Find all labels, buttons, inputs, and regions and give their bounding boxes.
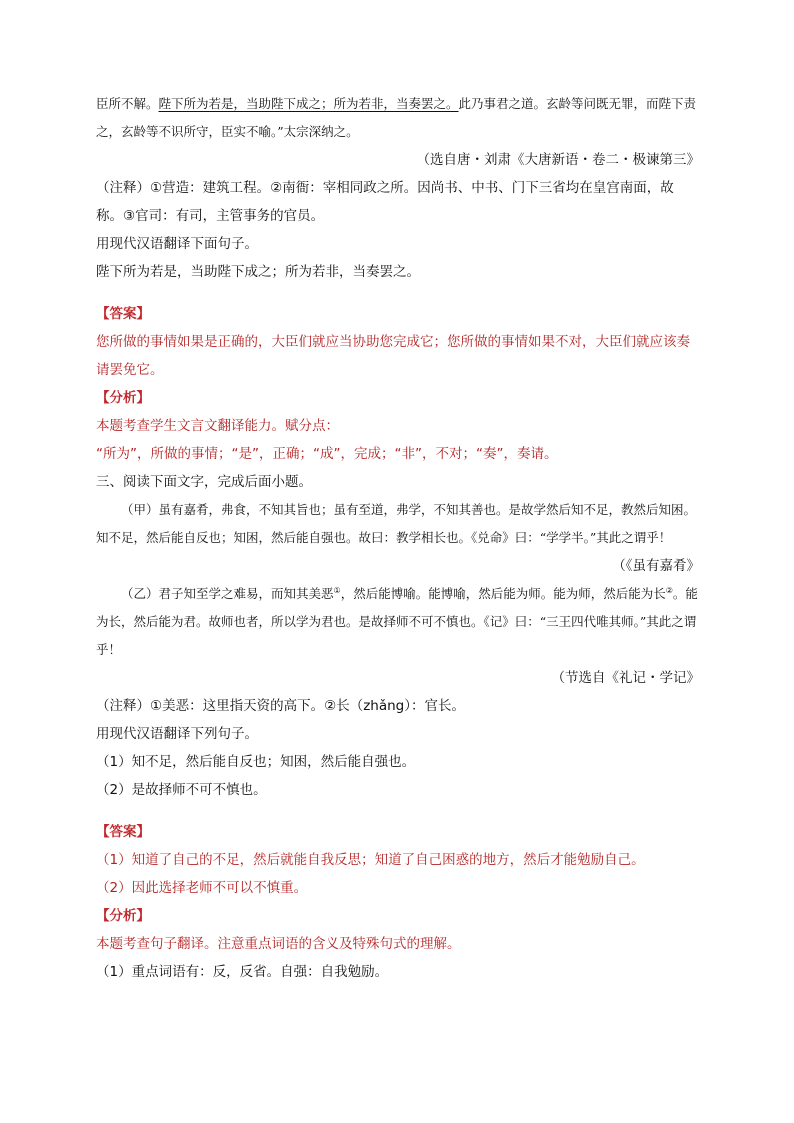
question-sentence: 陛下所为若是，当助陛下成之；所为若非，当奏罢之。 [96, 264, 420, 280]
source-jia: （《虽有嘉肴》 [612, 558, 700, 574]
classical-passage-end [96, 90, 700, 146]
question-instruction: 用现代汉语翻译下面句子。 [96, 236, 258, 252]
answer-text: （1）知道了自己的不足，然后就能自我反思；知道了自己困惑的地方，然后才能勉励自己。 [96, 852, 645, 868]
analysis-item: （1）重点词语有：反，反省。自强：自我勉励。 [96, 964, 389, 980]
analysis-text: 本题考查句子翻译。注意重点词语的含义及特殊句式的理解。 [96, 936, 461, 952]
analysis-text: 本题考查学生文言文翻译能力。赋分点： [96, 418, 339, 434]
source-yi: （节选自《礼记・学记》 [551, 670, 700, 686]
analysis-label: 【分析】 [96, 390, 150, 406]
section-heading: 三、阅读下面文字，完成后面小题。 [96, 474, 312, 490]
analysis-points: “所为”，所做的事情；“是”，正确；“成”，完成；“非”，不对；“奏”，奏请。 [96, 446, 558, 462]
source-citation: （选自唐・刘肃《大唐新语・卷二・极谏第三》 [416, 152, 700, 168]
passage-text: 臣所不解。 [96, 96, 159, 111]
passage-jia: （甲）虽有嘉肴，弗食，不知其旨也；虽有至道，弗学，不知其善也。是故学然后知不足，教然后知困。知不足，然后能自反也；知困，然后能自强也。故曰：教学相长也。《兑命》曰：“学学半。”其此之谓乎！ [96, 502, 697, 545]
question-instruction: 用现代汉语翻译下列句子。 [96, 726, 258, 742]
passage-yi: （乙）君子知至学之难易，而知其美恶①，然后能博喻。能博喻，然后能为师。能为师，然后能为长②。能为长，然后能为君。故师也者，所以学为君也。是故择师不可不慎也。《记》曰：“三王四代唯其师。”其此之谓乎！ [96, 585, 698, 657]
annotation-notes: （注释）①美恶：这里指天资的高下。②长（zhǎng）：官长。 [96, 698, 465, 714]
document-content [96, 90, 700, 986]
footnote-marker: ① [333, 585, 341, 595]
footnote-marker: ② [665, 585, 673, 595]
underlined-sentence: 陛下所为若是，当助陛下成之；所为若非，当奏罢之。 [158, 96, 459, 111]
question-item: （2）是故择师不可不慎也。 [96, 782, 267, 798]
annotation-notes: （注释）①营造：建筑工程。②南衙：宰相同政之所。因尚书、中书、门下三省均在皇宫南面，故称。③官司：有司，主管事务的官员。 [96, 180, 674, 224]
question-item: （1）知不足，然后能自反也；知困，然后能自强也。 [96, 754, 416, 770]
answer-label: 【答案】 [96, 306, 150, 322]
answer-text: 您所做的事情如果是正确的，大臣们就应当协助您完成它；您所做的事情如果不对，大臣们就应该奏请罢免它。 [96, 334, 690, 378]
answer-text: （2）因此选择老师不可以不慎重。 [96, 880, 308, 896]
passage-text: 此乃事君之道。玄龄等问既无罪，而陛下责之，玄龄等不识所守，臣实不喻。”太宗深纳之。 [96, 96, 697, 139]
analysis-label: 【分析】 [96, 908, 150, 924]
answer-label: 【答案】 [96, 824, 150, 840]
